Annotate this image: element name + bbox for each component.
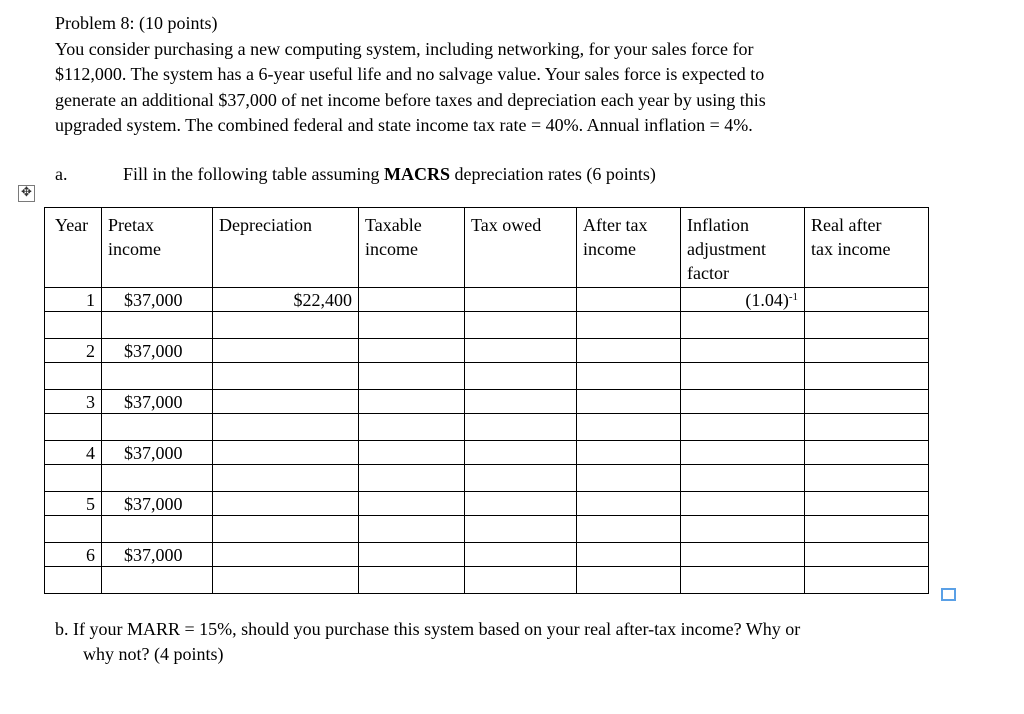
table-row [45, 492, 929, 543]
cell-real[interactable] [805, 339, 929, 390]
cell-after-tax[interactable] [577, 492, 681, 543]
inflation-base: (1.04) [745, 290, 789, 310]
cell-real[interactable] [805, 543, 929, 594]
cell-depreciation[interactable] [213, 390, 359, 441]
cell-pretax[interactable]: $37,000 [102, 390, 213, 441]
cell-pretax[interactable]: $37,000 [102, 288, 213, 339]
table-row [45, 441, 929, 492]
cell-after-tax[interactable] [577, 339, 681, 390]
header-pretax: Pretax income [102, 208, 213, 288]
table-row [45, 543, 929, 594]
problem-statement [55, 11, 955, 139]
cell-tax-owed[interactable] [465, 543, 577, 594]
cell-inflation[interactable] [681, 390, 805, 441]
cell-real[interactable] [805, 288, 929, 339]
cell-after-tax[interactable] [577, 543, 681, 594]
header-depreciation: Depreciation [213, 208, 359, 288]
table-header-row [45, 208, 929, 288]
cell-tax-owed[interactable] [465, 492, 577, 543]
header-real-after-tax: Real after tax income [805, 208, 929, 288]
header-after-tax: After tax income [577, 208, 681, 288]
cell-depreciation[interactable] [213, 441, 359, 492]
cell-taxable[interactable] [359, 492, 465, 543]
header-inflation: Inflation adjustment factor [681, 208, 805, 288]
table-resize-handle-icon[interactable] [941, 588, 956, 601]
cell-taxable[interactable] [359, 390, 465, 441]
cell-depreciation[interactable]: $22,400 [213, 288, 359, 339]
problem-line-1: You consider purchasing a new computing system, including networking, for your sales force for [55, 38, 754, 59]
cell-pretax[interactable]: $37,000 [102, 339, 213, 390]
header-year: Year [45, 208, 102, 288]
cell-pretax[interactable]: $37,000 [102, 492, 213, 543]
cell-year[interactable]: 6 [45, 543, 102, 594]
problem-line-3: generate an additional $37,000 of net income before taxes and depreciation each year by using this [55, 89, 766, 110]
cell-after-tax[interactable] [577, 441, 681, 492]
cell-depreciation[interactable] [213, 339, 359, 390]
cell-depreciation[interactable] [213, 543, 359, 594]
cell-year[interactable]: 3 [45, 390, 102, 441]
cell-tax-owed[interactable] [465, 390, 577, 441]
cell-year[interactable]: 5 [45, 492, 102, 543]
cell-real[interactable] [805, 390, 929, 441]
part-a-text-after: depreciation rates (6 points) [449, 164, 656, 184]
cell-year[interactable]: 4 [45, 441, 102, 492]
part-b-line-1: b. If your MARR = 15%, should you purchase this system based on your real after-tax income? Why or [55, 619, 801, 639]
cell-tax-owed[interactable] [465, 441, 577, 492]
problem-line-4: upgraded system. The combined federal and state income tax rate = 40%. Annual inflation = 4%. [55, 115, 753, 135]
problem-line-2: $112,000. The system has a 6-year useful life and no salvage value. Your sales force is expected to [55, 64, 765, 84]
cell-taxable[interactable] [359, 288, 465, 339]
cell-inflation[interactable] [681, 492, 805, 543]
table-row [45, 288, 929, 339]
cell-year[interactable]: 1 [45, 288, 102, 339]
header-taxable: Taxable income [359, 208, 465, 288]
cell-inflation[interactable] [681, 543, 805, 594]
cell-tax-owed[interactable] [465, 288, 577, 339]
cell-inflation[interactable] [681, 288, 805, 339]
cell-taxable[interactable] [359, 339, 465, 390]
part-a-letter: a. [55, 164, 68, 184]
header-tax-owed: Tax owed [465, 208, 577, 288]
cell-real[interactable] [805, 441, 929, 492]
part-a-text-before: Fill in the following table assuming [123, 164, 384, 184]
inflation-exponent: -1 [788, 291, 798, 303]
cell-inflation[interactable] [681, 339, 805, 390]
cell-real[interactable] [805, 492, 929, 543]
cell-taxable[interactable] [359, 543, 465, 594]
cell-inflation[interactable] [681, 441, 805, 492]
cell-year[interactable]: 2 [45, 339, 102, 390]
cell-pretax[interactable]: $37,000 [102, 441, 213, 492]
cell-tax-owed[interactable] [465, 339, 577, 390]
problem-title: Problem 8: (10 points) [55, 13, 218, 33]
table-row [45, 339, 929, 390]
part-a-text-bold: MACRS [383, 164, 450, 184]
cell-pretax[interactable]: $37,000 [102, 543, 213, 594]
part-b-line-2: why not? (4 points) [83, 644, 224, 664]
cell-after-tax[interactable] [577, 288, 681, 339]
cell-after-tax[interactable] [577, 390, 681, 441]
part-b-question [55, 617, 800, 667]
move-arrows-icon[interactable]: ✥ [18, 185, 35, 202]
part-a-instruction [123, 164, 656, 185]
depreciation-table [44, 207, 929, 594]
cell-depreciation[interactable] [213, 492, 359, 543]
cell-taxable[interactable] [359, 441, 465, 492]
table-row [45, 390, 929, 441]
